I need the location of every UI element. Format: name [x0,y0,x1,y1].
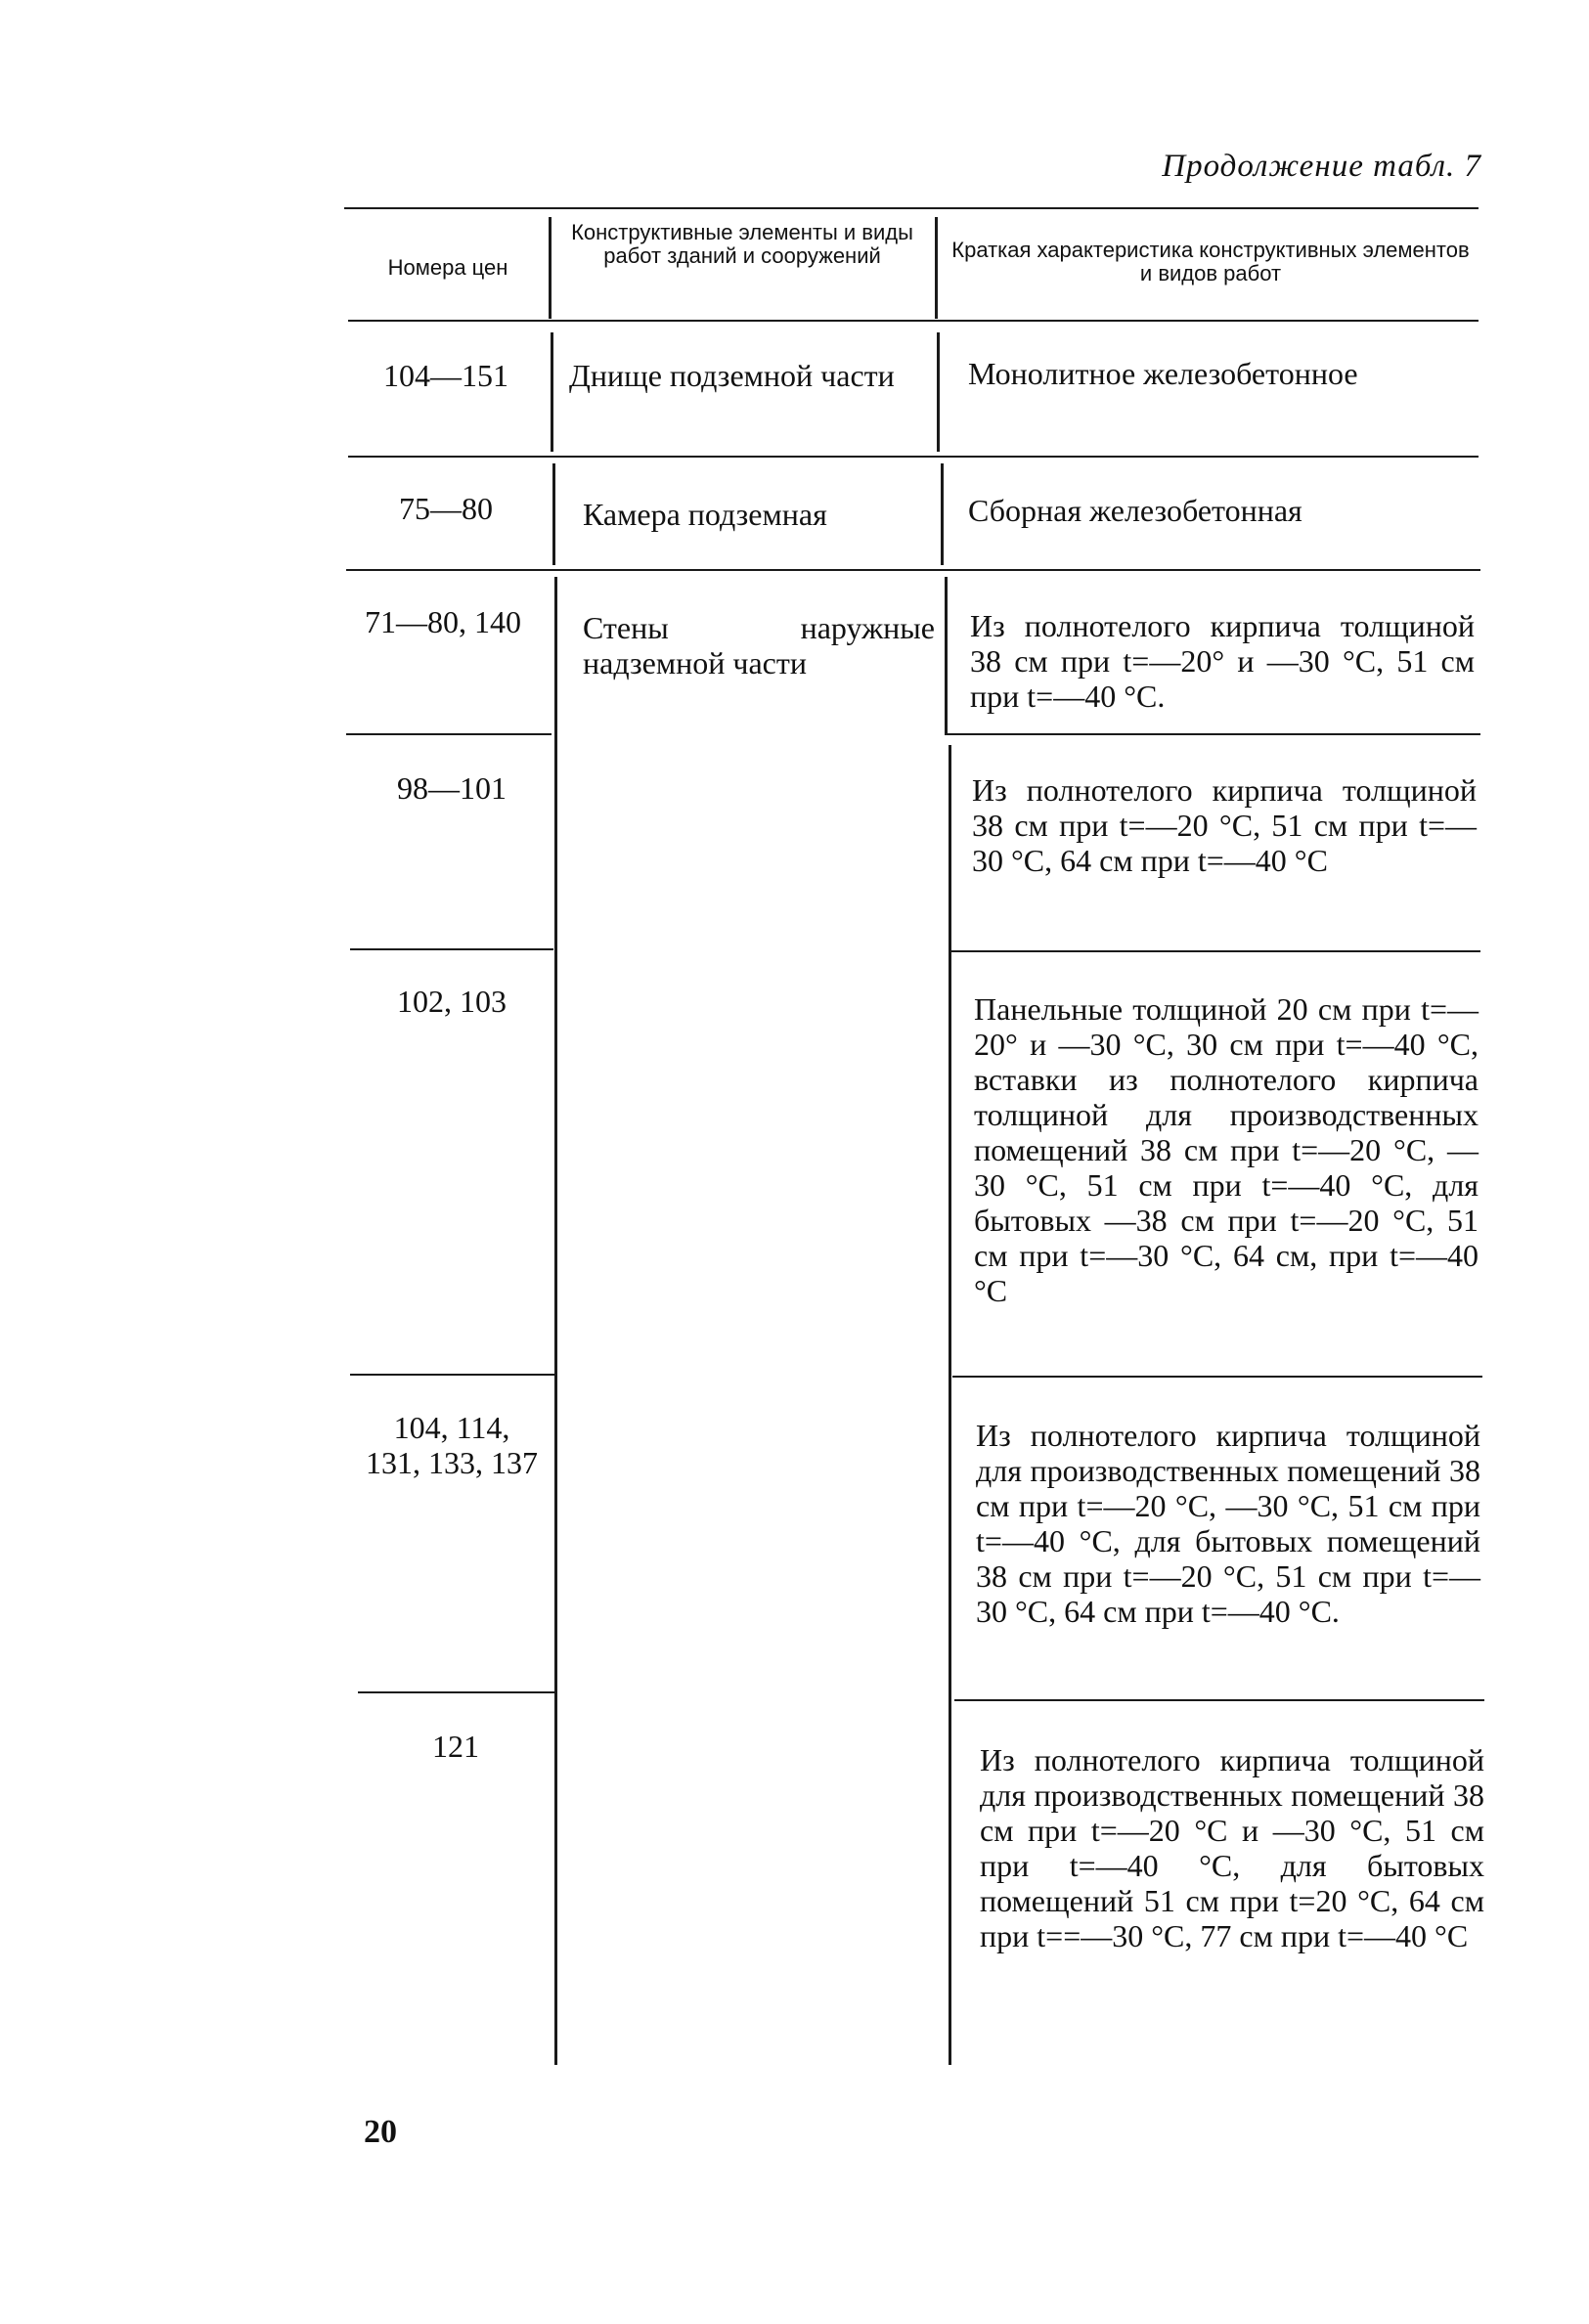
row-rule [346,733,552,735]
column-rule-1 [551,332,553,452]
table-row-numbers: 102, 103 [397,984,507,1019]
row-rule [950,950,1480,952]
header-numbers: Номера цен [387,255,508,280]
table-row-description: Сборная железобетонная [968,493,1302,528]
table-row-numbers: 104, 114, 131, 133, 137 [366,1410,538,1480]
table-row-element: Стены наружные надземной части [583,610,935,680]
table-row-numbers: 75—80 [399,491,493,526]
table-caption: Продолжение табл. 7 [1162,149,1481,184]
row-rule [358,1691,557,1693]
column-rule-1 [552,463,555,565]
table-row-description: Из полнотелого кирпича толщиной для производственных помещений 38 см при t=—20 °С и —30 °С, 51 см при t=—40 °С, для бытовых помещений 51 см при t=20 °С, 64 см при t==—30 °С, 77 см при t=—40 °С [980,1742,1484,1953]
table-row-numbers: 121 [432,1729,479,1764]
table-row-description: Панельные толщиной 20 см при t=—20° и —30 °С, 30 см при t=—40 °С, вставки из полнотелого кирпича толщиной для производственных помещений 38 см при t=—20 °С, —30 °С, 51 см при t=—40 °С, для бытовых —38 см при t=—20 °С, 51 см при t=—30 °С, 64 см, при t=—40 °С [974,991,1479,1308]
row-rule [350,948,553,950]
header-elements: Конструктивные элементы и виды работ зданий и сооружений [571,220,913,268]
column-rule-2 [935,217,938,319]
header-description: Краткая характеристика конструктивных элементов и видов работ [951,238,1470,285]
header-bottom-rule [348,320,1479,322]
column-rule-1 [549,217,552,319]
table-top-rule [344,207,1479,209]
table-row-numbers: 104—151 [383,358,508,393]
row-rule [947,733,1480,735]
row-rule [346,569,1480,571]
table-row-element: Днище подземной части [569,358,895,393]
row-rule [350,1374,555,1376]
column-rule-2 [941,463,944,565]
row-rule [348,456,1479,458]
row-rule [952,1376,1482,1378]
column-rule-2 [937,332,940,452]
table-row-numbers: 98—101 [397,770,507,806]
table-row-numbers: 71—80, 140 [365,604,521,639]
column-rule-1 [554,577,557,2065]
table-row-description: Монолитное железобетонное [968,356,1358,391]
page-number: 20 [364,2114,397,2150]
table-row-description: Из полнотелого кирпича толщиной для производственных помещений 38 см при t=—20 °С, —30 °С, 51 см при t=—40 °С, для бытовых помещений 38 см при t=—20 °С, 51 см при t=—30 °С, 64 см при t=—40 °С. [976,1418,1480,1629]
table-row-element: Камера подземная [583,497,827,532]
table-row-description: Из полнотелого кирпича толщиной 38 см при t=—20° и —30 °С, 51 см при t=—40 °С. [970,608,1475,714]
row-rule [954,1699,1484,1701]
column-rule-2 [949,745,951,2065]
table-row-description: Из полнотелого кирпича толщиной 38 см при t=—20 °С, 51 см при t=—30 °С, 64 см при t=—40 °С [972,772,1477,878]
column-rule-2 [945,577,948,735]
